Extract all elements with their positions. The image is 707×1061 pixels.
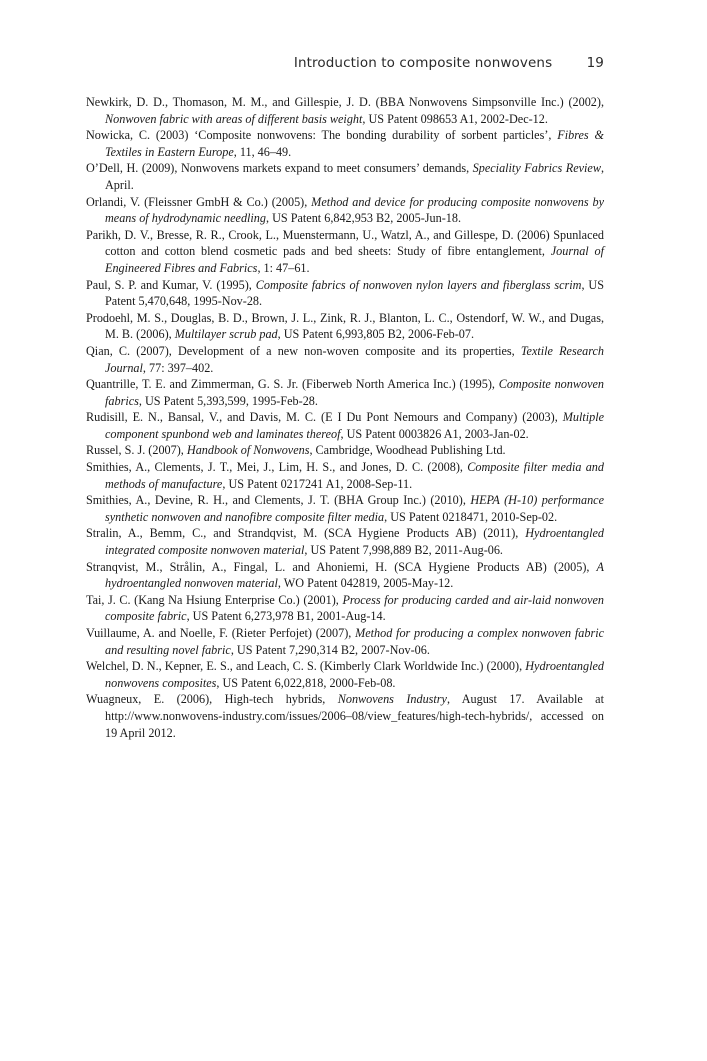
reference-entry [86,310,604,343]
reference-text: Parikh, D. V., Bresse, R. R., Crook, L., Muenstermann, U., Watzl, A., and Gillespe, D. (2006) Spunlaced cotton and cotton blend cosmetic pads and bed sheets: Study of fibre entanglement, [86,227,604,259]
reference-title-italic: Composite filter media and methods of manufacture [105,460,604,491]
reference-title-italic: Hydroentangled integrated composite nonwoven material [105,526,604,558]
reference-text: Quantrille, T. E. and Zimmerman, G. S. Jr. (Fiberweb North America Inc.) (1995), [86,377,499,392]
reference-details: , Cambridge, Woodhead Publishing Ltd. [309,443,506,458]
reference-text: Stranqvist, M., Strålin, A., Fingal, L. and Ahoniemi, H. (SCA Hygiene Products AB) (2005), [86,559,597,574]
reference-text: Tai, J. C. (Kang Na Hsiung Enterprise Co.) (2001), [86,592,343,607]
reference-text: Paul, S. P. and Kumar, V. (1995), [86,277,256,292]
reference-title-italic: Speciality Fabrics Review [472,161,601,176]
reference-details: , US Patent 0003826 A1, 2003-Jan-02. [340,426,529,441]
reference-entry [86,409,604,442]
reference-text: Nowicka, C. (2003) ‘Composite nonwovens: The bonding durability of sorbent particles’, [86,128,558,143]
reference-details: , US Patent 0217241 A1, 2008-Sep-11. [222,476,413,491]
reference-details: , US Patent 6,993,805 B2, 2006-Feb-07. [277,327,475,342]
reference-details: , 77: 397–402. [142,360,214,375]
running-header-title: Introduction to composite nonwovens [293,55,553,71]
reference-title-italic: Multiple component spunbond web and laminates thereof [105,410,604,441]
reference-text: Qian, C. (2007), Development of a new non-woven composite and its properties, [86,343,521,358]
reference-details: , US Patent 6,273,978 B1, 2001-Aug-14. [186,609,386,624]
reference-title-italic: HEPA (H-10) performance synthetic nonwoven and nanofibre composite filter media [105,493,604,524]
reference-title-italic: Hydroentangled nonwovens composites [105,659,604,690]
reference-details: , April. [105,161,604,192]
reference-entry [86,525,604,558]
reference-entry [86,658,604,691]
reference-title-italic: Textile Research Journal [105,343,604,375]
reference-title-italic: Process for producing carded and air-laid nonwoven composite fabric [105,592,604,624]
reference-title-italic: Composite nonwoven fabrics [105,377,604,408]
reference-text: Smithies, A., Devine, R. H., and Clements, J. T. (BHA Group Inc.) (2010), [86,493,471,508]
reference-text: Welchel, D. N., Kepner, E. S., and Leach, C. S. (Kimberly Clark Worldwide Inc.) (2000), [86,659,526,674]
reference-entry [86,277,604,310]
reference-entry [86,227,604,277]
reference-entry [86,160,604,193]
reference-text: Newkirk, D. D., Thomason, M. M., and Gillespie, J. D. (BBA Nonwovens Simpsonville Inc.) (2002), [86,95,604,109]
reference-title-italic: Multilayer scrub pad [174,327,278,342]
reference-title-italic: Method and device for producing composite nonwovens by means of hydrodynamic needling [105,194,604,226]
reference-entry [86,592,604,625]
reference-details: , US Patent 7,290,314 B2, 2007-Nov-06. [230,642,430,657]
reference-text: Russel, S. J. (2007), [86,443,187,458]
reference-details: , 1: 47–61. [257,260,310,275]
reference-entry [86,492,604,525]
reference-text: Wuagneux, E. (2006), High-tech hybrids, [86,692,338,707]
reference-text: Vuillaume, A. and Noelle, F. (Rieter Perfojet) (2007), [86,626,356,640]
reference-title-italic: A hydroentangled nonwoven material [105,559,604,591]
reference-entry [86,127,604,160]
reference-text: O’Dell, H. (2009), Nonwovens markets expand to meet consumers’ demands, [86,161,473,176]
reference-details: , US Patent 0218471, 2010-Sep-02. [384,509,558,524]
reference-title-italic: Fibres & Textiles in Eastern Europe [105,128,604,159]
reference-text: Prodoehl, M. S., Douglas, B. D., Brown, J. L., Zink, R. J., Blanton, L. C., Ostendorf, W. W., and Dugas, M. B. (2006), [86,310,604,342]
reference-details: , US Patent 5,393,599, 1995-Feb-28. [138,393,318,408]
running-header [294,55,604,71]
reference-details: , US Patent 6,842,953 B2, 2005-Jun-18. [266,211,461,226]
reference-title-italic: Composite fabrics of nonwoven nylon layers and fiberglass scrim [255,277,582,292]
reference-entry [86,94,604,127]
reference-details: , WO Patent 042819, 2005-May-12. [277,576,454,591]
reference-details: , August 17. Available at http://www.nonwovens-industry.com/issues/2006–08/view_features/high-tech-hybrids/, accessed on 19 April 2012. [105,692,604,740]
reference-text: Stralin, A., Bemm, C., and Strandqvist, M. (SCA Hygiene Products AB) (2011), [86,526,526,541]
reference-entry [86,442,604,459]
reference-entry [86,459,604,492]
reference-details: , US Patent 6,022,818, 2000-Feb-08. [216,675,396,690]
page-number: 19 [586,55,604,71]
reference-text: Rudisill, E. N., Bansal, V., and Davis, M. C. (E I Du Pont Nemours and Company) (2003), [86,410,563,425]
reference-entry [86,343,604,376]
reference-text: Smithies, A., Clements, J. T., Mei, J., Lim, H. S., and Jones, D. C. (2008), [86,460,468,475]
reference-entry [86,194,604,227]
reference-title-italic: Nonwovens Industry [337,692,447,707]
reference-title-italic: Journal of Engineered Fibres and Fabrics [105,244,604,275]
reference-list [86,94,604,741]
reference-title-italic: Method for producing a complex nonwoven fabric and resulting novel fabric [105,626,604,657]
reference-text: Orlandi, V. (Fleissner GmbH & Co.) (2005), [86,194,312,209]
reference-title-italic: Nonwoven fabric with areas of different basis weight [105,111,363,126]
reference-title-italic: Handbook of Nonwovens [186,443,310,458]
reference-details: , 11, 46–49. [233,144,292,159]
reference-entry [86,691,604,741]
reference-details: , US Patent 098653 A1, 2002-Dec-12. [362,111,548,126]
reference-details: , US Patent 7,998,889 B2, 2011-Aug-06. [304,543,503,558]
reference-entry [86,625,604,658]
reference-details: , US Patent 5,470,648, 1995-Nov-28. [105,277,604,309]
reference-entry [86,376,604,409]
reference-entry [86,559,604,592]
